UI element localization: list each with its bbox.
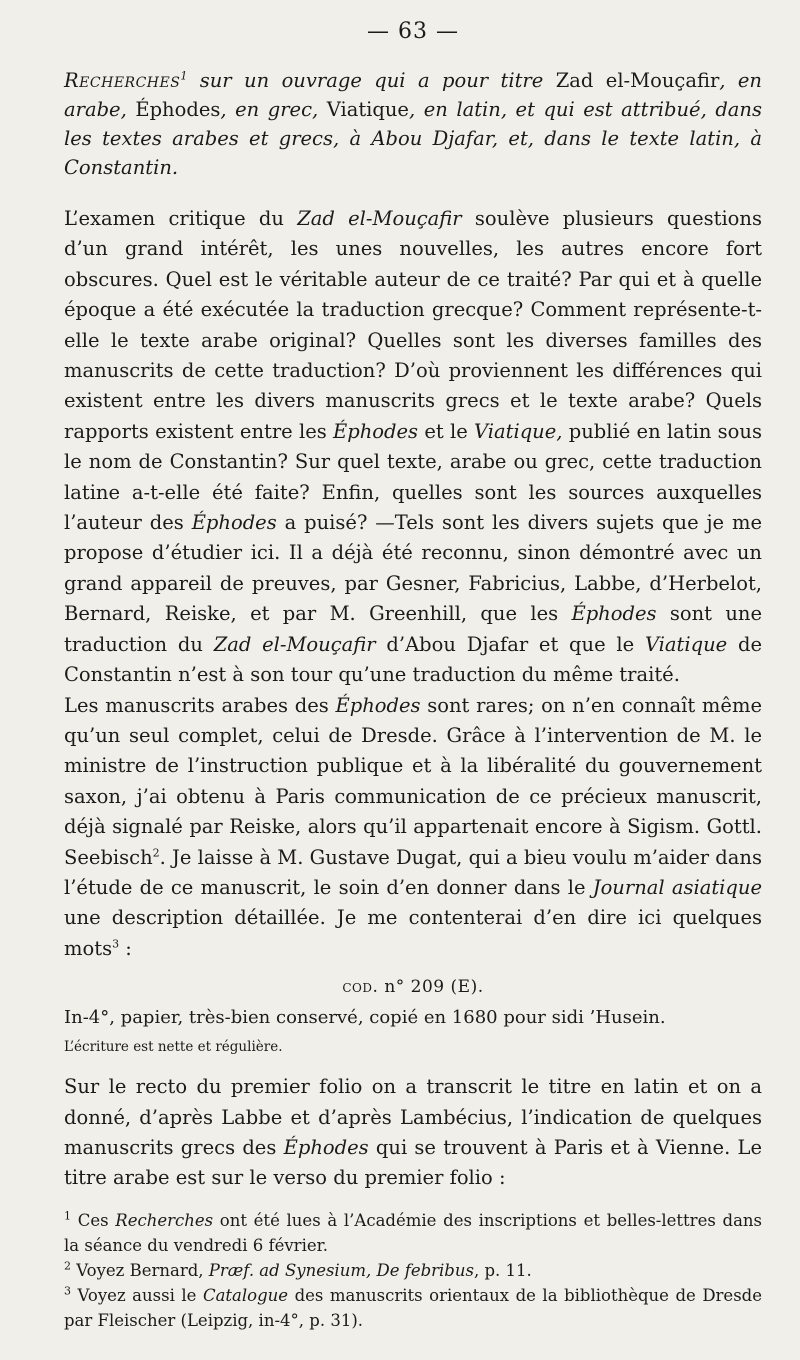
codex-number: n° 209 (E). (378, 977, 484, 998)
text-run: une description détaillée. Je me contenterai d’en dire ici quelques mots (64, 906, 762, 960)
text-run: soulève plusieurs questions d’un grand intérêt, les unes nouvelles, les autres encore fort obscures. Quel est le véritable auteur de ce traité? Par qui et à quelle époque a été exécutée la traduction grecque? Comment représente-t-elle le texte arabe original? Quelles sont les diverses familles des manuscrits de cette traduction? D’où proviennent les différences qui existent entre les divers manuscrits grecs et le texte arabe? Quels rapports existent entre les (64, 207, 762, 443)
footnote-mark: 2 (64, 1259, 71, 1273)
text-run: d’Abou Djafar et que le (375, 632, 645, 656)
footnote-ref-1: 1 (180, 69, 188, 83)
text-run: , p. 11. (473, 1260, 532, 1280)
footnote-mark: 3 (64, 1284, 71, 1298)
title-part-1: sur un ouvrage qui a pour titre (187, 69, 556, 92)
footnote-1 (64, 1208, 762, 1258)
title-block (64, 66, 762, 182)
italic-run: Éphodes (335, 693, 421, 717)
title-ephodes: Éphodes (135, 98, 221, 121)
codex-heading (64, 974, 762, 1000)
italic-run: Zad el-Mouçafir (213, 632, 376, 656)
text-run: L’examen critique du (64, 207, 298, 230)
italic-run: Catalogue (202, 1285, 289, 1305)
title-smallcaps: Recherches (64, 69, 181, 92)
paragraph-1 (64, 204, 762, 691)
codex-abbrev: cod. (342, 977, 379, 998)
paragraph-2 (64, 691, 762, 965)
text-run: a puisé? —Tels sont les divers sujets que je me propose d’étudier ici. Il a déjà été reconnu, sinon démontré avec un grand appareil de preuves, par Gesner, Fabricius, Labbe, d’Herbelot, Bernard, Reiske, et par M. Greenhill, que les (64, 511, 762, 626)
italic-run: Éphodes (333, 419, 419, 443)
italic-run: Recherches (115, 1210, 214, 1230)
text-run: Voyez Bernard, (71, 1260, 209, 1280)
footnotes (64, 1208, 762, 1333)
italic-run: Præf. ad Synesium, De febribus (208, 1260, 474, 1280)
text-run: Voyez aussi le (71, 1285, 203, 1305)
footnote-2 (64, 1258, 762, 1283)
italic-run: Viatique, (474, 419, 563, 443)
title-part-3: , en grec, (220, 98, 327, 121)
italic-run: Éphodes (571, 602, 657, 626)
text-run: publié en latin sous le nom de Constantin? Sur quel texte, arabe ou grec, cette traduction latine a-t-elle été faite? Enfin, quelles sont les sources auxquelles l’auteur des (64, 419, 762, 535)
italic-run: Viatique (644, 632, 728, 656)
text-run: : (119, 936, 132, 960)
page-number: — 63 — (367, 19, 459, 44)
text-run: Les manuscrits arabes des (64, 693, 336, 717)
title-part-2: , en arabe, (64, 69, 762, 121)
text-run: Sur le recto du premier folio on a transcrit le titre en latin et on a donné, d’après Labbe et d’après Lambécius, l’indication de quelques manuscrits grecs des (64, 1075, 762, 1159)
footnote-ref-2: 2 (152, 846, 160, 860)
italic-run: Éphodes (283, 1135, 369, 1159)
codex-note: L’écriture est nette et régulière. (64, 1039, 283, 1056)
footnote-ref-3: 3 (112, 937, 120, 951)
italic-run: Zad el-Mouçafir (297, 207, 462, 230)
title-text (64, 66, 762, 182)
codex-description: In-4°, papier, très-bien conservé, copié en 1680 pour sidi ’Husein. (64, 1007, 666, 1029)
italic-run: Éphodes (191, 511, 277, 535)
text-run: ont été lues à l’Académie des inscriptions et belles-lettres dans la séance du vendredi 6 février. (64, 1210, 762, 1255)
title-part-4: , en latin, et qui est attribué, dans les textes arabes et grecs, à Abou Djafar, et, dans le texte latin, à Constantin. (64, 98, 762, 179)
text-run: sont rares; on n’en connaît même qu’un seul complet, celui de Dresde. Grâce à l’intervention de M. le ministre de l’instruction publique et à la libéralité du gouvernement saxon, j’ai obtenu à Paris communication de ce précieux manuscrit, déjà signalé par Reiske, alors qu’il appartenait encore à Sigism. Gottl. Seebisch (64, 693, 762, 869)
text-run: qui se trouvent à Paris et à Vienne. Le titre arabe est sur le verso du premier folio : (64, 1135, 762, 1190)
title-zad: Zad el-Mouçafir (555, 69, 720, 92)
footnote-3 (64, 1283, 762, 1333)
italic-run: Journal asiatique (592, 875, 762, 899)
title-viatique: Viatique (326, 98, 409, 121)
text-run: . Je laisse à M. Gustave Dugat, qui a bieu voulu m’aider dans l’étude de ce manuscrit, le soin d’en donner dans le (64, 845, 762, 899)
text-run: sont une traduction du (64, 602, 762, 656)
text-run: Ces (71, 1210, 116, 1230)
text-run: et le (418, 419, 475, 443)
text-run: des manuscrits orientaux de la bibliothèque de Dresde par Fleischer (Leipzig, in-4°, p. 31). (64, 1285, 762, 1330)
paragraph-3 (64, 1072, 762, 1194)
text-run: de Constantin n’est à son tour qu’une traduction du même traité. (64, 632, 762, 687)
footnote-mark: 1 (64, 1209, 71, 1223)
